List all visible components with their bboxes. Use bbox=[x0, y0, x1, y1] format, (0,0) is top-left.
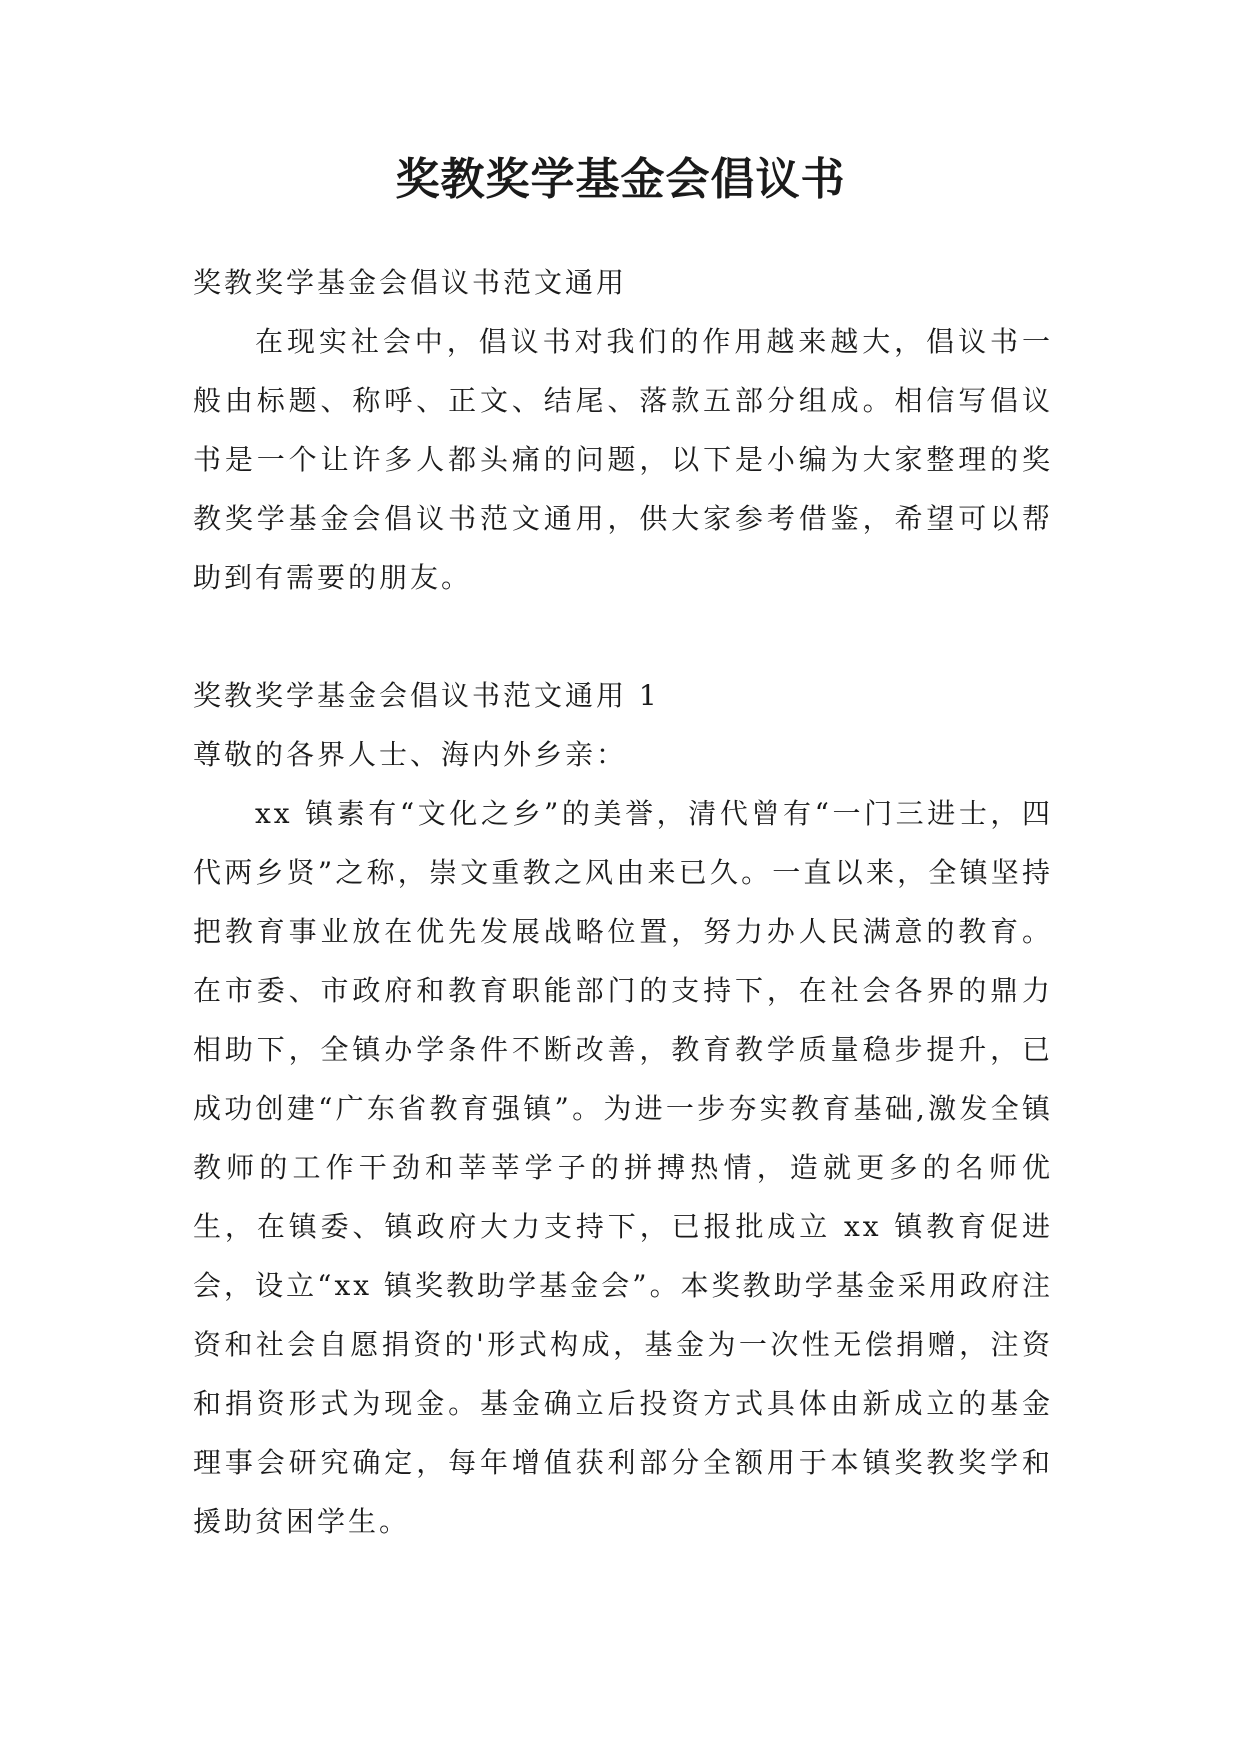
paragraph-spacer bbox=[193, 607, 1053, 666]
body-paragraph: xx 镇素有“文化之乡”的美誉，清代曾有“一门三进士，四代两乡贤”之称，崇文重教之风由来已久。一直以来，全镇坚持把教育事业放在优先发展战略位置，努力办人民满意的教育。在市委、市政府和教育职能部门的支持下，在社会各界的鼎力相助下，全镇办学条件不断改善，教育教学质量稳步提升，已成功创建“广东省教育强镇”。为进一步夯实教育基础,激发全镇教师的工作干劲和莘莘学子的拼搏热情，造就更多的名师优生，在镇委、镇政府大力支持下，已报批成立 xx 镇教育促进会，设立“xx 镇奖教助学基金会”。本奖教助学基金采用政府注资和社会自愿捐资的'形式构成，基金为一次性无偿捐赠，注资和捐资形式为现金。基金确立后投资方式具体由新成立的基金理事会研究确定，每年增值获利部分全额用于本镇奖教奖学和援助贫困学生。 bbox=[193, 797, 1053, 1538]
section-heading: 奖教奖学基金会倡议书范文通用 1 bbox=[193, 679, 660, 712]
document-subtitle: 奖教奖学基金会倡议书范文通用 bbox=[193, 266, 628, 299]
salutation: 尊敬的各界人士、海内外乡亲： bbox=[193, 738, 628, 771]
intro-paragraph: 在现实社会中，倡议书对我们的作用越来越大，倡议书一般由标题、称呼、正文、结尾、落款五部分组成。相信写倡议书是一个让许多人都头痛的问题，以下是小编为大家整理的奖教奖学基金会倡议书范文通用，供大家参考借鉴，希望可以帮助到有需要的朋友。 bbox=[193, 325, 1053, 594]
document-title: 奖教奖学基金会倡议书 bbox=[395, 154, 846, 205]
document-body bbox=[193, 253, 1053, 1551]
